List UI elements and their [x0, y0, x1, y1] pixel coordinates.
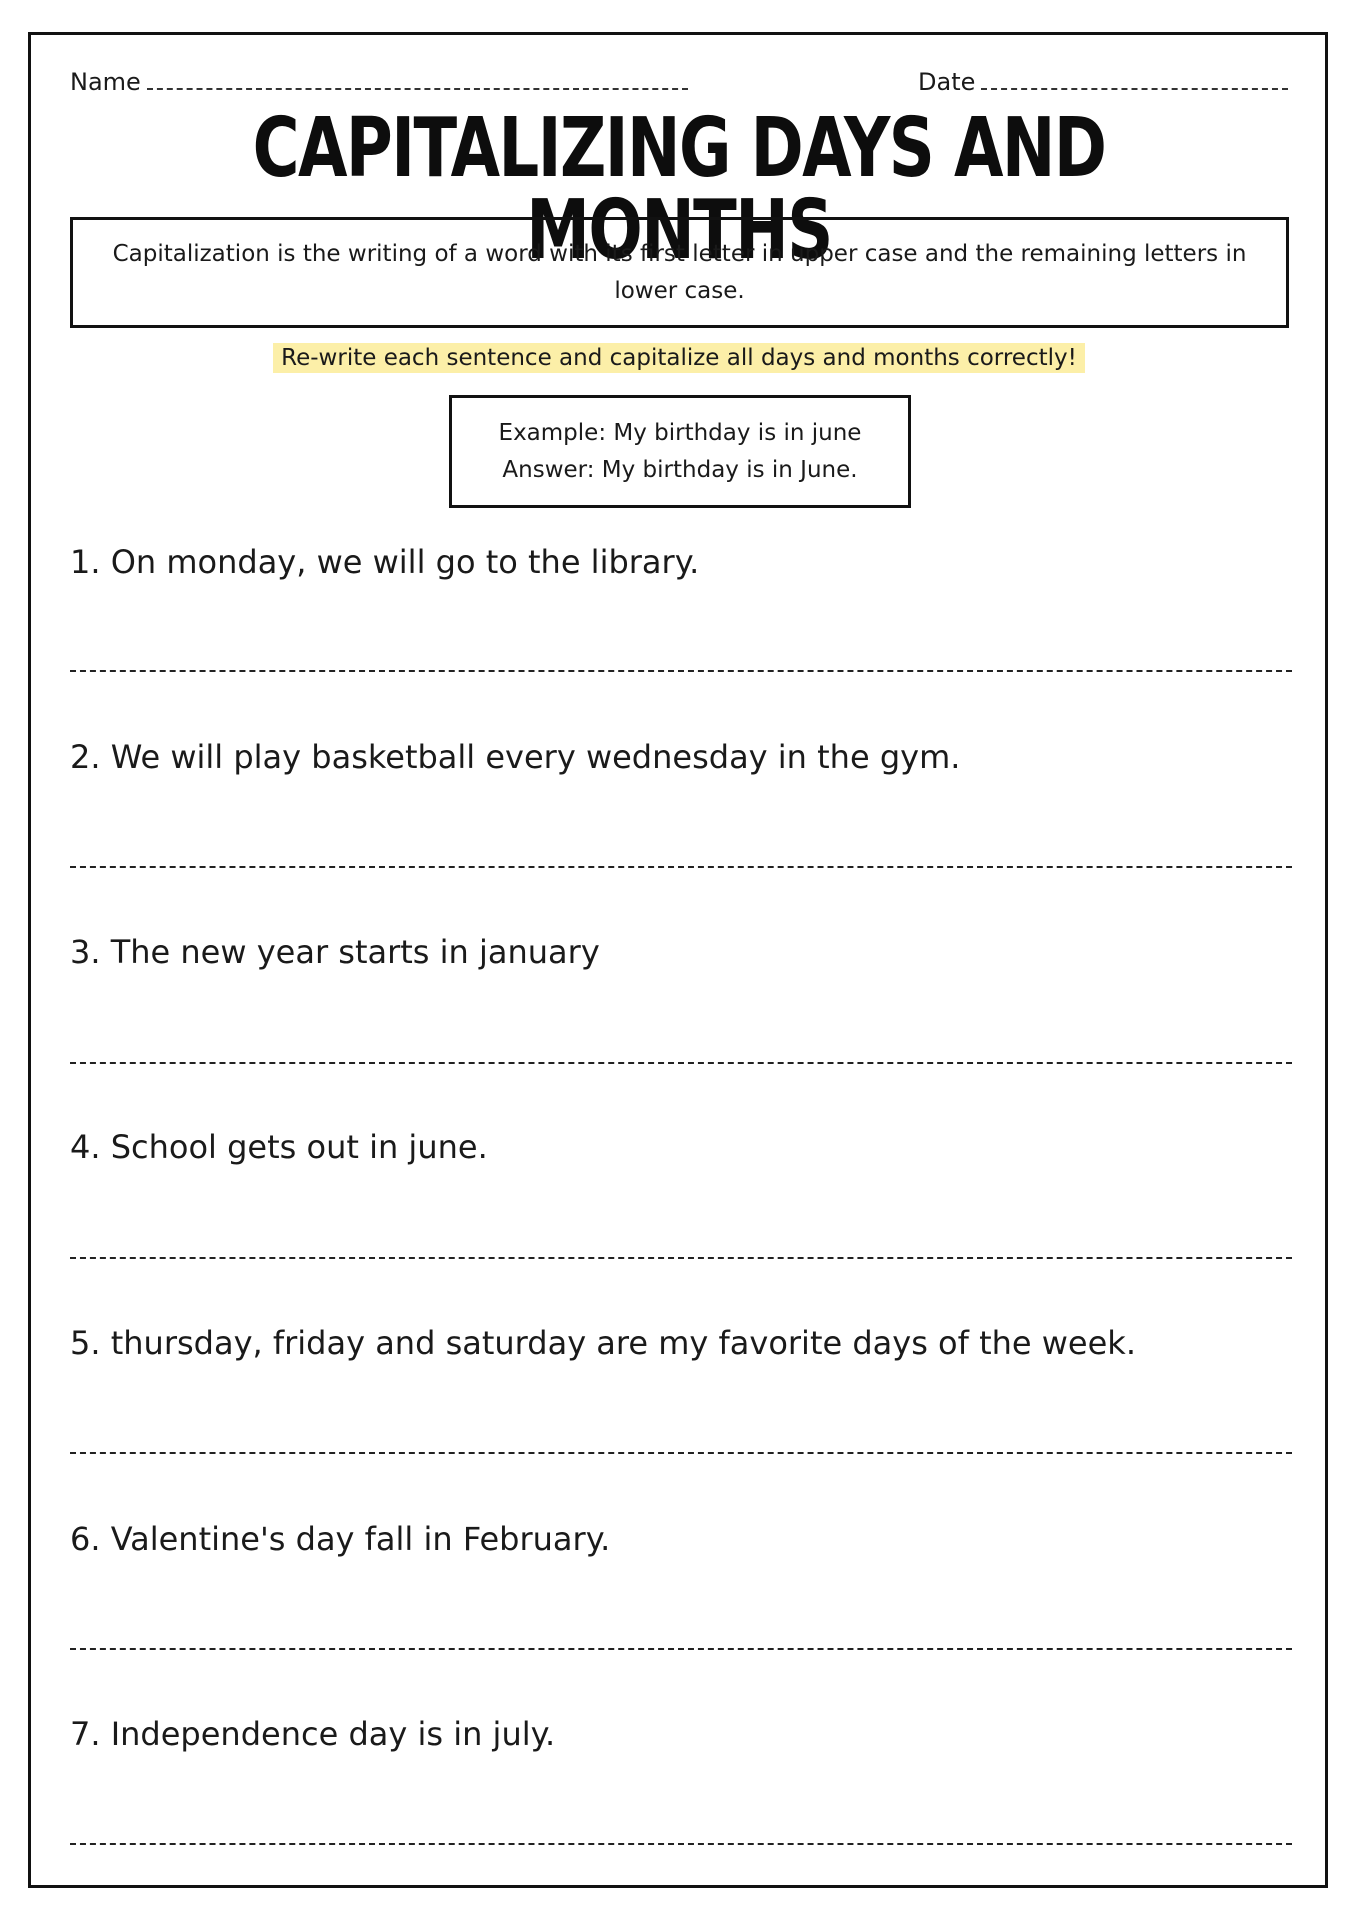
answer-line-1[interactable]: [70, 670, 1292, 672]
question-4: 4. School gets out in june.: [70, 1128, 488, 1166]
question-2: 2. We will play basketball every wednesday in the gym.: [70, 738, 961, 776]
question-7: 7. Independence day is in july.: [70, 1715, 556, 1753]
date-write-line[interactable]: [981, 86, 1288, 90]
example-box: [449, 395, 911, 508]
name-label: Name: [70, 68, 141, 96]
answer-line-3[interactable]: [70, 1062, 1292, 1064]
example-line: Example: My birthday is in june: [498, 419, 862, 446]
answer-line-5[interactable]: [70, 1452, 1292, 1454]
answer-line-4[interactable]: [70, 1257, 1292, 1259]
definition-text: Capitalization is the writing of a word with its first letter in upper case and the remaining letters in lower case.: [112, 240, 1247, 304]
name-field[interactable]: [70, 66, 688, 96]
answer-line-7[interactable]: [70, 1843, 1292, 1845]
page-title: CAPITALIZING DAYS AND MONTHS: [252, 101, 1106, 278]
question-5: 5. thursday, friday and saturday are my favorite days of the week.: [70, 1324, 1136, 1362]
instruction-text: Re-write each sentence and capitalize all days and months correctly!: [273, 343, 1085, 373]
question-3: 3. The new year starts in january: [70, 933, 600, 971]
answer-line-6[interactable]: [70, 1648, 1292, 1650]
answer-line-2[interactable]: [70, 866, 1292, 868]
instruction: [0, 345, 1358, 371]
name-write-line[interactable]: [147, 86, 688, 90]
date-field[interactable]: [918, 66, 1288, 96]
date-label: Date: [918, 68, 976, 96]
definition-box: [70, 217, 1289, 328]
question-6: 6. Valentine's day fall in February.: [70, 1520, 611, 1558]
question-1: 1. On monday, we will go to the library.: [70, 543, 700, 581]
answer-example-line: Answer: My birthday is in June.: [502, 456, 858, 483]
